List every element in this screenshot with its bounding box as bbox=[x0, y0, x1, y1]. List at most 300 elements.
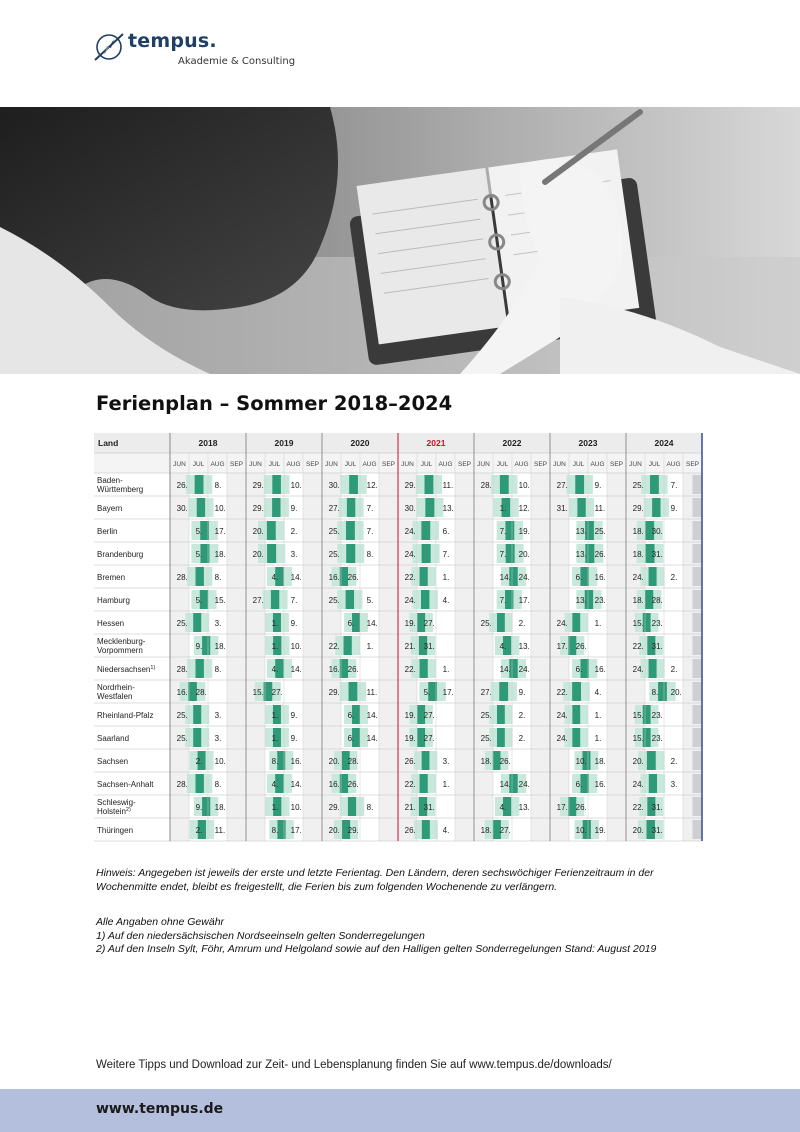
end-date: 9. bbox=[670, 504, 678, 513]
start-date: 1. bbox=[271, 734, 279, 743]
start-date: 20. bbox=[632, 757, 644, 766]
start-date: 13. bbox=[575, 550, 587, 559]
month-label: AUG bbox=[514, 461, 529, 468]
end-date: 9. bbox=[290, 711, 298, 720]
land-name: Bremen bbox=[97, 573, 126, 582]
end-date: 9. bbox=[290, 734, 298, 743]
end-date: 31. bbox=[651, 550, 663, 559]
month-label: AUG bbox=[438, 461, 453, 468]
end-date: 18. bbox=[594, 757, 606, 766]
start-date: 20. bbox=[252, 527, 264, 536]
end-date: 26. bbox=[575, 642, 587, 651]
end-date: 15. bbox=[214, 596, 226, 605]
start-date: 20. bbox=[632, 826, 644, 835]
month-label: JUL bbox=[268, 461, 281, 468]
holiday-bar-core bbox=[267, 544, 276, 563]
land-name: Hessen bbox=[97, 619, 125, 628]
month-label: JUN bbox=[173, 461, 186, 468]
end-date: 24. bbox=[518, 573, 530, 582]
end-date: 9. bbox=[594, 481, 602, 490]
holiday-bar-core bbox=[346, 590, 354, 609]
start-date: 26. bbox=[176, 481, 188, 490]
start-date: 15. bbox=[632, 734, 644, 743]
grey-cell bbox=[693, 705, 703, 724]
start-date: 27. bbox=[480, 688, 492, 697]
end-date: 30. bbox=[651, 527, 663, 536]
land-name: Bayern bbox=[97, 504, 123, 513]
end-date: 27. bbox=[271, 688, 283, 697]
month-label: SEP bbox=[457, 461, 472, 468]
start-date: 29. bbox=[632, 504, 644, 513]
end-date: 17. bbox=[518, 596, 530, 605]
land-name: Schleswig- bbox=[97, 798, 136, 807]
month-label: AUG bbox=[362, 461, 377, 468]
end-date: 27. bbox=[423, 619, 435, 628]
note-line: Wochenmitte endet, bleibt es freigestellt, die Ferien bis zum folgenden Wochenende zu verlängern. bbox=[96, 881, 558, 893]
holiday-bar-core bbox=[572, 682, 581, 701]
start-date: 14. bbox=[499, 665, 511, 674]
holiday-bar-core bbox=[647, 751, 656, 770]
start-date: 8. bbox=[651, 688, 659, 697]
start-date: 25. bbox=[480, 711, 492, 720]
holiday-bar-core bbox=[425, 498, 434, 517]
holiday-bar-core bbox=[202, 636, 210, 655]
end-date: 7. bbox=[366, 527, 374, 536]
end-date: 12. bbox=[366, 481, 378, 490]
start-date: 27. bbox=[556, 481, 568, 490]
disclaimer bbox=[96, 916, 716, 957]
end-date: 1. bbox=[594, 734, 602, 743]
start-date: 25. bbox=[176, 734, 188, 743]
start-date: 24. bbox=[404, 596, 416, 605]
end-date: 1. bbox=[594, 619, 602, 628]
start-date: 20. bbox=[252, 550, 264, 559]
end-date: 10. bbox=[290, 481, 302, 490]
start-date: 24. bbox=[404, 527, 416, 536]
start-date: 28. bbox=[480, 481, 492, 490]
start-date: 4. bbox=[271, 665, 279, 674]
holiday-bar-core bbox=[348, 797, 356, 816]
footnote-1: 1) Auf den niedersächsischen Nordseeinseln gelten Sonderregelungen bbox=[96, 929, 425, 942]
holiday-bar-core bbox=[195, 475, 204, 494]
start-date: 4. bbox=[271, 780, 279, 789]
end-date: 28. bbox=[651, 596, 663, 605]
start-date: 7. bbox=[499, 596, 507, 605]
land-name: Nordrhein- bbox=[97, 683, 135, 692]
end-date: 11. bbox=[366, 688, 378, 697]
start-date: 19. bbox=[404, 619, 416, 628]
holiday-bar-core bbox=[572, 728, 580, 747]
end-date: 10. bbox=[290, 803, 302, 812]
grey-cell bbox=[693, 521, 703, 540]
end-date: 8. bbox=[214, 780, 222, 789]
start-date: 22. bbox=[404, 780, 416, 789]
start-date: 30. bbox=[328, 481, 340, 490]
holiday-bar-core bbox=[643, 705, 651, 724]
end-date: 17. bbox=[214, 527, 226, 536]
start-date: 24. bbox=[404, 550, 416, 559]
end-date: 1. bbox=[594, 711, 602, 720]
holiday-bar-core bbox=[346, 521, 355, 540]
holiday-bar-core bbox=[425, 475, 434, 494]
brand-tagline: Akademie & Consulting bbox=[178, 56, 296, 67]
end-date: 18. bbox=[214, 803, 226, 812]
grey-cell bbox=[693, 797, 703, 816]
end-date: 28. bbox=[195, 688, 207, 697]
end-date: 11. bbox=[214, 826, 226, 835]
start-date: 4. bbox=[499, 803, 507, 812]
holiday-bar-core bbox=[422, 544, 431, 563]
year-label: 2018 bbox=[198, 438, 218, 448]
start-date: 10. bbox=[575, 826, 587, 835]
start-date: 15. bbox=[632, 619, 644, 628]
end-date: 1. bbox=[442, 573, 450, 582]
end-date: 31. bbox=[651, 803, 663, 812]
start-date: 22. bbox=[404, 665, 416, 674]
holiday-bar-core bbox=[193, 613, 201, 632]
end-date: 9. bbox=[290, 504, 298, 513]
end-date: 31. bbox=[651, 642, 663, 651]
start-date: 18. bbox=[480, 757, 492, 766]
end-date: 31. bbox=[423, 803, 435, 812]
end-date: 11. bbox=[594, 504, 606, 513]
holiday-bar-core bbox=[420, 774, 428, 793]
end-date: 28. bbox=[347, 757, 359, 766]
land-name: Westfalen bbox=[97, 692, 133, 701]
grey-cell bbox=[693, 590, 703, 609]
end-date: 26. bbox=[347, 665, 359, 674]
end-date: 26. bbox=[594, 550, 606, 559]
end-date: 23. bbox=[651, 711, 663, 720]
end-date: 7. bbox=[442, 550, 450, 559]
holiday-bar-core bbox=[420, 659, 428, 678]
start-date: 2. bbox=[195, 757, 203, 766]
start-date: 5. bbox=[195, 596, 203, 605]
end-date: 26. bbox=[347, 573, 359, 582]
start-date: 25. bbox=[176, 711, 188, 720]
land-name: Württemberg bbox=[97, 485, 144, 494]
end-date: 10. bbox=[214, 504, 226, 513]
land-name: Sachsen-Anhalt bbox=[97, 780, 154, 789]
start-date: 24. bbox=[632, 665, 644, 674]
end-date: 19. bbox=[518, 527, 530, 536]
end-date: 2. bbox=[518, 619, 526, 628]
end-date: 26. bbox=[499, 757, 511, 766]
holiday-bar-core bbox=[349, 682, 358, 701]
holiday-bar-core bbox=[649, 659, 657, 678]
end-date: 16. bbox=[594, 665, 606, 674]
brand-name: tempus. bbox=[128, 30, 217, 52]
end-date: 9. bbox=[290, 619, 298, 628]
month-label: SEP bbox=[305, 461, 320, 468]
end-date: 17. bbox=[442, 688, 454, 697]
end-date: 14. bbox=[290, 573, 302, 582]
start-date: 25. bbox=[328, 596, 340, 605]
start-date: 6. bbox=[347, 734, 355, 743]
end-date: 25. bbox=[594, 527, 606, 536]
holiday-bar-core bbox=[506, 544, 515, 563]
end-date: 24. bbox=[518, 665, 530, 674]
start-date: 13. bbox=[575, 527, 587, 536]
start-date: 1. bbox=[271, 619, 279, 628]
start-date: 24. bbox=[632, 573, 644, 582]
end-date: 14. bbox=[290, 665, 302, 674]
end-date: 27. bbox=[499, 826, 511, 835]
start-date: 5. bbox=[195, 527, 203, 536]
holiday-bar-core bbox=[195, 774, 203, 793]
start-date: 25. bbox=[480, 734, 492, 743]
end-date: 8. bbox=[214, 665, 222, 674]
month-label: JUL bbox=[496, 461, 509, 468]
holiday-bar-core bbox=[193, 728, 201, 747]
end-date: 8. bbox=[214, 481, 222, 490]
end-date: 2. bbox=[670, 665, 678, 674]
grey-cell bbox=[693, 498, 703, 517]
holiday-bar-core bbox=[422, 751, 430, 770]
end-date: 14. bbox=[366, 734, 378, 743]
end-date: 23. bbox=[651, 734, 663, 743]
month-label: JUL bbox=[648, 461, 661, 468]
footer-url[interactable]: www.tempus.de bbox=[96, 1101, 224, 1117]
end-date: 13. bbox=[442, 504, 454, 513]
start-date: 18. bbox=[632, 527, 644, 536]
grey-cell bbox=[693, 567, 703, 586]
end-date: 3. bbox=[214, 711, 222, 720]
start-date: 1. bbox=[499, 504, 507, 513]
footnote-2: 2) Auf den Inseln Sylt, Föhr, Amrum und Helgoland sowie auf den Halligen gelten Sonderregelungen Stand: August 2019 bbox=[96, 943, 657, 955]
start-date: 14. bbox=[499, 573, 511, 582]
end-date: 2. bbox=[290, 527, 298, 536]
end-date: 13. bbox=[518, 803, 530, 812]
holiday-bar-core bbox=[649, 774, 657, 793]
start-date: 25. bbox=[480, 619, 492, 628]
start-date: 16. bbox=[328, 573, 340, 582]
start-date: 6. bbox=[347, 711, 355, 720]
holiday-bar-core bbox=[649, 567, 657, 586]
start-date: 21. bbox=[404, 642, 416, 651]
month-label: AUG bbox=[210, 461, 225, 468]
end-date: 31. bbox=[651, 826, 663, 835]
start-date: 4. bbox=[499, 642, 507, 651]
end-date: 23. bbox=[651, 619, 663, 628]
start-date: 2. bbox=[195, 826, 203, 835]
holiday-bar-core bbox=[652, 498, 660, 517]
holiday-table bbox=[94, 433, 706, 845]
end-date: 11. bbox=[442, 481, 454, 490]
end-date: 5. bbox=[366, 596, 374, 605]
holiday-bar-core bbox=[421, 521, 430, 540]
disclaimer-line: Alle Angaben ohne Gewähr bbox=[96, 916, 225, 928]
land-name: Berlin bbox=[97, 527, 118, 536]
start-date: 9. bbox=[195, 803, 203, 812]
holiday-bar-core bbox=[572, 705, 580, 724]
land-header: Land bbox=[98, 438, 119, 448]
start-date: 26. bbox=[404, 757, 416, 766]
end-date: 2. bbox=[518, 711, 526, 720]
start-date: 29. bbox=[252, 504, 264, 513]
holiday-bar-core bbox=[643, 613, 651, 632]
start-date: 22. bbox=[404, 573, 416, 582]
end-date: 14. bbox=[366, 711, 378, 720]
end-date: 1. bbox=[442, 665, 450, 674]
end-date: 18. bbox=[214, 642, 226, 651]
start-date: 18. bbox=[632, 596, 644, 605]
month-label: SEP bbox=[229, 461, 244, 468]
holiday-bar-core bbox=[577, 498, 585, 517]
end-date: 26. bbox=[575, 803, 587, 812]
start-date: 22. bbox=[556, 688, 568, 697]
start-date: 1. bbox=[271, 711, 279, 720]
start-date: 29. bbox=[404, 481, 416, 490]
land-name: Saarland bbox=[97, 734, 130, 743]
start-date: 25. bbox=[328, 550, 340, 559]
end-date: 3. bbox=[442, 757, 450, 766]
grey-cell bbox=[693, 475, 703, 494]
month-label: SEP bbox=[381, 461, 396, 468]
end-date: 27. bbox=[423, 711, 435, 720]
start-date: 15. bbox=[252, 688, 264, 697]
month-label: JUN bbox=[325, 461, 338, 468]
month-label: JUN bbox=[249, 461, 262, 468]
end-date: 4. bbox=[442, 826, 450, 835]
start-date: 28. bbox=[176, 665, 188, 674]
holiday-bar-core bbox=[420, 567, 428, 586]
holiday-bar-core bbox=[499, 682, 508, 701]
holiday-bar-core bbox=[505, 521, 514, 540]
footer-bar bbox=[0, 1089, 800, 1132]
land-name: Vorpommern bbox=[97, 646, 143, 655]
month-label: JUN bbox=[629, 461, 642, 468]
holiday-bar-core bbox=[193, 705, 201, 724]
holiday-bar-core bbox=[272, 475, 281, 494]
year-label: 2020 bbox=[350, 438, 370, 448]
grey-cell bbox=[693, 820, 703, 839]
end-date: 19. bbox=[594, 826, 606, 835]
land-name: Mecklenburg- bbox=[97, 637, 146, 646]
month-label: AUG bbox=[590, 461, 605, 468]
month-label: AUG bbox=[286, 461, 301, 468]
note-line: Hinweis: Angegeben ist jeweils der erste und letzte Ferientag. Den Ländern, deren sechswöchiger Ferienzeitraum in der bbox=[96, 867, 654, 879]
month-label: JUL bbox=[420, 461, 433, 468]
start-date: 28. bbox=[176, 573, 188, 582]
end-date: 16. bbox=[594, 780, 606, 789]
start-date: 24. bbox=[632, 780, 644, 789]
start-date: 15. bbox=[632, 711, 644, 720]
holiday-bar-core bbox=[497, 728, 505, 747]
month-label: SEP bbox=[685, 461, 700, 468]
month-label: AUG bbox=[666, 461, 681, 468]
land-name: Thüringen bbox=[97, 826, 134, 835]
start-date: 6. bbox=[347, 619, 355, 628]
holiday-bar-core bbox=[422, 820, 430, 839]
start-date: 5. bbox=[195, 550, 203, 559]
start-date: 1. bbox=[271, 642, 279, 651]
holiday-bar-core bbox=[344, 636, 352, 655]
holiday-bar-core bbox=[658, 682, 667, 701]
end-date: 13. bbox=[518, 642, 530, 651]
holiday-bar-core bbox=[643, 728, 651, 747]
start-date: 22. bbox=[632, 803, 644, 812]
note-text bbox=[96, 866, 696, 894]
end-date: 10. bbox=[214, 757, 226, 766]
start-date: 24. bbox=[556, 734, 568, 743]
grey-cell bbox=[693, 613, 703, 632]
start-date: 22. bbox=[328, 642, 340, 651]
start-date: 14. bbox=[499, 780, 511, 789]
start-date: 29. bbox=[328, 803, 340, 812]
start-date: 25. bbox=[176, 619, 188, 628]
month-label: JUL bbox=[344, 461, 357, 468]
holiday-bar-core bbox=[195, 659, 203, 678]
start-date: 7. bbox=[499, 550, 507, 559]
start-date: 25. bbox=[328, 527, 340, 536]
end-date: 4. bbox=[442, 596, 450, 605]
land-name: Brandenburg bbox=[97, 550, 144, 559]
end-date: 16. bbox=[290, 757, 302, 766]
start-date: 16. bbox=[328, 780, 340, 789]
end-date: 1. bbox=[442, 780, 450, 789]
start-date: 24. bbox=[556, 711, 568, 720]
end-date: 23. bbox=[594, 596, 606, 605]
start-date: 20. bbox=[328, 826, 340, 835]
start-date: 16. bbox=[328, 665, 340, 674]
grey-cell bbox=[693, 636, 703, 655]
start-date: 1. bbox=[271, 803, 279, 812]
grey-cell bbox=[693, 774, 703, 793]
grey-cell bbox=[693, 659, 703, 678]
year-label: 2022 bbox=[502, 438, 522, 448]
holiday-bar-core bbox=[197, 498, 205, 517]
end-date: 8. bbox=[366, 550, 374, 559]
start-date: 8. bbox=[271, 826, 279, 835]
tips-text: Weitere Tipps und Download zur Zeit- und Lebensplanung finden Sie auf www.tempus.de/downloads/ bbox=[96, 1059, 612, 1071]
land-name: Rheinland-Pfalz bbox=[97, 711, 154, 720]
start-date: 29. bbox=[252, 481, 264, 490]
month-label: JUL bbox=[572, 461, 585, 468]
end-date: 2. bbox=[518, 734, 526, 743]
end-date: 7. bbox=[366, 504, 374, 513]
holiday-bar-core bbox=[346, 544, 355, 563]
header-photo bbox=[0, 107, 800, 374]
end-date: 3. bbox=[670, 780, 678, 789]
grey-cell bbox=[693, 544, 703, 563]
holiday-bar-core bbox=[195, 567, 203, 586]
start-date: 9. bbox=[195, 642, 203, 651]
page-title: Ferienplan – Sommer 2018–2024 bbox=[96, 392, 453, 415]
start-date: 29. bbox=[328, 688, 340, 697]
end-date: 10. bbox=[518, 481, 530, 490]
start-date: 17. bbox=[556, 642, 568, 651]
start-date: 7. bbox=[499, 527, 507, 536]
end-date: 2. bbox=[670, 573, 678, 582]
grey-cell bbox=[693, 682, 703, 701]
start-date: 4. bbox=[271, 573, 279, 582]
start-date: 31. bbox=[556, 504, 568, 513]
start-date: 25. bbox=[632, 481, 644, 490]
start-date: 6. bbox=[575, 573, 583, 582]
start-date: 22. bbox=[632, 642, 644, 651]
end-date: 18. bbox=[214, 550, 226, 559]
holiday-bar-core bbox=[202, 797, 210, 816]
end-date: 7. bbox=[290, 596, 298, 605]
start-date: 18. bbox=[632, 550, 644, 559]
land-name: Niedersachsen$^{1)}$ bbox=[97, 665, 156, 674]
month-label: JUN bbox=[477, 461, 490, 468]
holiday-bar-core bbox=[575, 475, 584, 494]
end-date: 27. bbox=[423, 734, 435, 743]
start-date: 19. bbox=[404, 734, 416, 743]
year-label: 2021 bbox=[426, 438, 446, 448]
